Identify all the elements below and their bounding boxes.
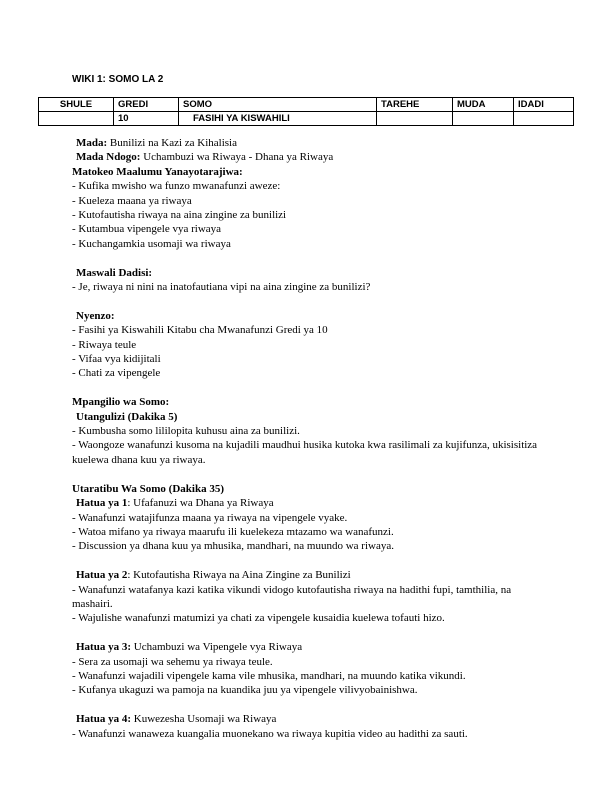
list-item: - Waongoze wanafunzi kusoma na kujadili maudhui husika kutoka kwa rasilimali za kujifunza, ukisisitiza kuelewa dhana kuu ya riwaya. (72, 439, 538, 466)
lesson-content (72, 136, 552, 741)
list-item: - Wanafunzi watafanya kazi katika vikundi vidogo kutofautisha riwaya na hadithi fupi, tamthilia, na mashairi. (72, 583, 512, 610)
list-item: - Kueleza maana ya riwaya (72, 194, 192, 207)
column-header-shule: SHULE (39, 98, 114, 112)
hatua-3-label: Hatua ya 3: (76, 641, 131, 654)
hatua-1-title: : Ufafanuzi wa Dhana ya Riwaya (127, 497, 274, 510)
hatua-2-title: : Kutofautisha Riwaya na Aina Zingine za Bunilizi (127, 569, 351, 582)
cell-shule (39, 112, 114, 126)
list-item: - Sera za usomaji wa sehemu ya riwaya teule. (72, 655, 273, 668)
column-header-gredi: GREDI (114, 98, 179, 112)
list-item: - Kufanya ukaguzi wa pamoja na kuandika juu ya vipengele vilivyobainishwa. (72, 684, 418, 697)
mada-value: Bunilizi na Kazi za Kihalisia (107, 137, 237, 149)
list-item: - Watoa mifano ya riwaya maarufu ili kuelekeza mtazamo wa wanafunzi. (72, 525, 394, 538)
list-item: - Kufika mwisho wa funzo mwanafunzi aweze: (72, 180, 281, 193)
utangulizi-heading: Utangulizi (Dakika 5) (76, 410, 178, 423)
nyenzo-heading: Nyenzo: (76, 309, 115, 322)
hatua-1-label: Hatua ya 1 (76, 497, 128, 510)
hatua-4-heading (72, 712, 552, 726)
hatua-1-heading (72, 496, 552, 510)
hatua-4-label: Hatua ya 4: (76, 713, 131, 726)
hatua-3-heading (72, 640, 552, 654)
cell-gredi: 10 (114, 112, 179, 126)
list-item: - Kutambua vipengele vya riwaya (72, 223, 222, 236)
list-item: - Fasihi ya Kiswahili Kitabu cha Mwanafunzi Gredi ya 10 (72, 324, 328, 337)
list-item: - Riwaya teule (72, 338, 137, 351)
hatua-2-label: Hatua ya 2 (76, 569, 128, 582)
mada-label: Mada: (76, 137, 108, 149)
column-header-tarehe: TAREHE (377, 98, 453, 112)
mada-ndogo-label: Mada Ndogo: (76, 151, 141, 164)
column-header-idadi: IDADI (514, 98, 574, 112)
list-item: - Wanafunzi watajifunza maana ya riwaya na vipengele vyake. (72, 511, 348, 524)
mada-ndogo-value: Uchambuzi wa Riwaya - Dhana ya Riwaya (140, 151, 334, 164)
list-item: - Discussion ya dhana kuu ya mhusika, mandhari, na muundo wa riwaya. (72, 540, 394, 553)
mada-ndogo-line (72, 150, 552, 164)
list-item: - Wajulishe wanafunzi matumizi ya chati za vipengele kusaidia kuelewa tofauti hizo. (72, 612, 445, 625)
mpangilio-heading: Mpangilio wa Somo: (72, 396, 170, 409)
column-header-somo: SOMO (179, 98, 377, 112)
column-header-muda: MUDA (453, 98, 514, 112)
list-item: - Wanafunzi wajadili vipengele kama vile mhusika, mandhari, na muundo katika vikundi. (72, 669, 466, 682)
list-item: - Kuchangamkia usomaji wa riwaya (72, 237, 231, 250)
table-row (39, 112, 574, 126)
list-item: - Vifaa vya kidijitali (72, 353, 161, 366)
cell-somo: FASIHI YA KISWAHILI (179, 112, 377, 126)
matokeo-heading: Matokeo Maalumu Yanayotarajiwa: (72, 165, 243, 178)
table-header-row (39, 98, 574, 112)
list-item: - Chati za vipengele (72, 367, 161, 380)
page-title: WIKI 1: SOMO LA 2 (72, 74, 164, 85)
hatua-2-heading (72, 568, 552, 582)
list-item: - Kutofautisha riwaya na aina zingine za bunilizi (72, 209, 287, 222)
cell-muda (453, 112, 514, 126)
lesson-info-table (38, 97, 574, 126)
list-item: - Wanafunzi wanaweza kuangalia muonekano wa riwaya kupitia video au hadithi za sauti. (72, 727, 468, 740)
hatua-3-title: Uchambuzi wa Vipengele vya Riwaya (131, 641, 303, 654)
maswali-heading: Maswali Dadisi: (76, 266, 153, 279)
cell-idadi (514, 112, 574, 126)
list-item: - Je, riwaya ni nini na inatofautiana vipi na aina zingine za bunilizi? (72, 281, 371, 294)
cell-tarehe (377, 112, 453, 126)
hatua-4-title: Kuwezesha Usomaji wa Riwaya (131, 713, 277, 726)
mada-line (72, 136, 552, 150)
utaratibu-heading: Utaratibu Wa Somo (Dakika 35) (72, 482, 224, 495)
list-item: - Kumbusha somo lililopita kuhusu aina za bunilizi. (72, 425, 300, 438)
